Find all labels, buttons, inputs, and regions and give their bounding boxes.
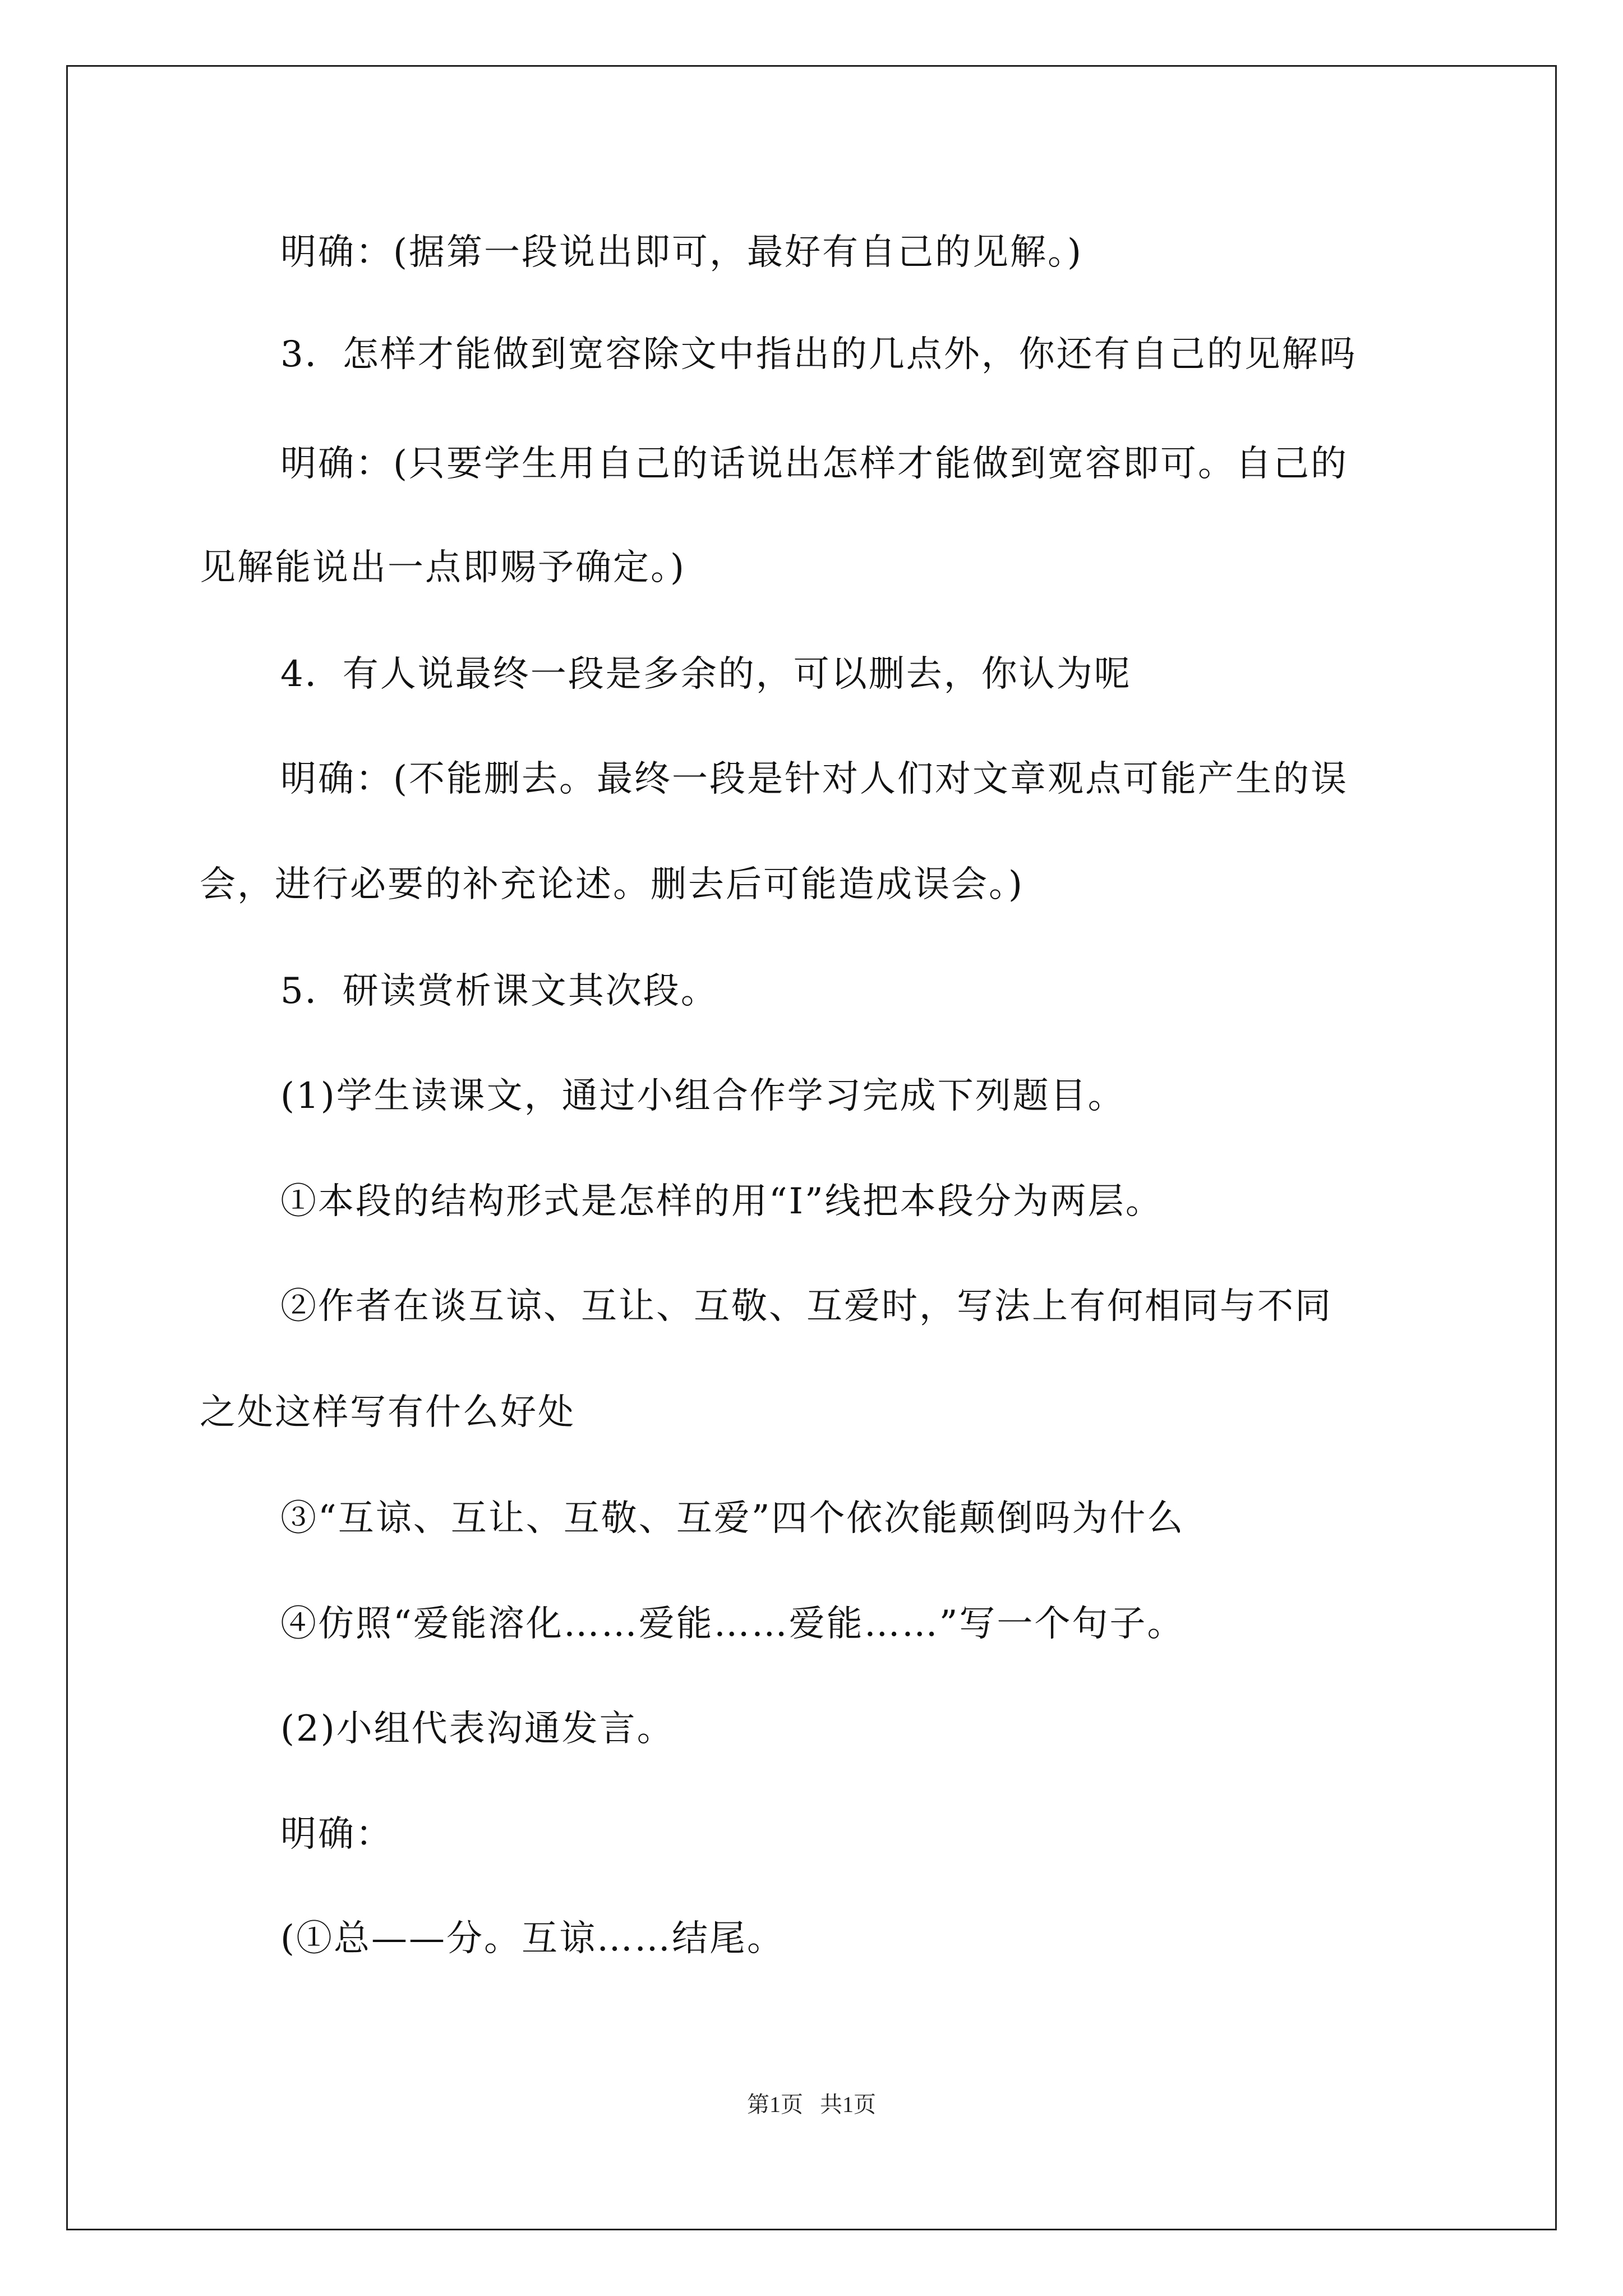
section-5-heading: 5．研读赏析课文其次段。 bbox=[280, 970, 718, 1012]
task-item-3: ③“互谅、互让、互敬、互爱”四个依次能颠倒吗为什么 bbox=[280, 1498, 1185, 1539]
subsection-2: (2)小组代表沟通发言。 bbox=[280, 1708, 675, 1750]
task-item-1: ①本段的结构形式是怎样的用“I”线把本段分为两层。 bbox=[280, 1181, 1163, 1222]
answer-paragraph-1: 明确：(据第一段说出即可，最好有自己的见解。) bbox=[280, 232, 1083, 273]
answer-paragraph-4-line-2: 会，进行必要的补充论述。删去后可能造成误会。) bbox=[200, 864, 1024, 905]
question-4: 4．有人说最终一段是多余的，可以删去，你认为呢 bbox=[280, 654, 1132, 695]
answer-item-1: (①总——分。互谅……结尾。 bbox=[280, 1918, 785, 1959]
answer-paragraph-3-line-2: 见解能说出一点即赐予确定。) bbox=[200, 547, 686, 588]
answer-label: 明确： bbox=[280, 1814, 393, 1855]
page-border bbox=[66, 65, 1557, 2230]
answer-paragraph-3-line-1: 明确：(只要学生用自己的话说出怎样才能做到宽容即可。自己的 bbox=[280, 443, 1348, 485]
task-item-2-line-1: ②作者在谈互谅、互让、互敬、互爱时，写法上有何相同与不同 bbox=[280, 1286, 1332, 1327]
subsection-1: (1)学生读课文，通过小组合作学习完成下列题目。 bbox=[280, 1075, 1126, 1117]
task-item-4: ④仿照“爱能溶化……爱能……爱能……”写一个句子。 bbox=[280, 1603, 1185, 1645]
answer-paragraph-4-line-1: 明确：(不能删去。最终一段是针对人们对文章观点可能产生的误 bbox=[280, 758, 1348, 800]
task-item-2-line-2: 之处这样写有什么好处 bbox=[200, 1392, 575, 1433]
question-3: 3．怎样才能做到宽容除文中指出的几点外，你还有自己的见解吗 bbox=[280, 334, 1357, 375]
page-footer: 第1页 共1页 bbox=[747, 2092, 876, 2117]
